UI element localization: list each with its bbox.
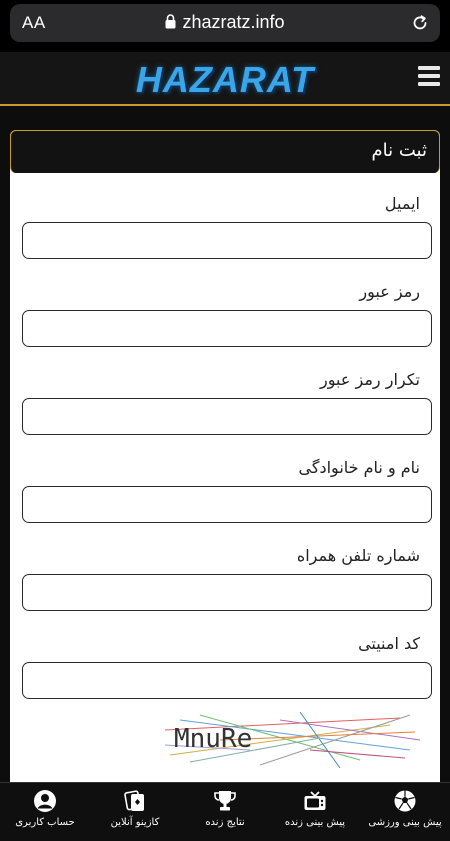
confirm-password-field[interactable] [22, 398, 432, 435]
address-bar[interactable] [10, 4, 440, 42]
site-header [0, 52, 450, 106]
lock-icon [165, 14, 176, 29]
nav-live-results[interactable] [180, 789, 270, 828]
email-label: ایمیل [384, 194, 420, 213]
browser-toolbar [0, 0, 450, 52]
security-code-label: کد امنیتی [358, 634, 420, 653]
bottom-navigation [0, 782, 450, 841]
nav-label-account: حساب کاربری [15, 817, 75, 828]
form-header [10, 130, 440, 173]
fullname-label: نام و نام خانوادگی [298, 458, 420, 477]
password-field[interactable] [22, 310, 432, 347]
user-icon [33, 789, 57, 813]
nav-label-sports: پیش بینی ورزشی [368, 817, 442, 828]
registration-form [10, 130, 440, 790]
nav-label-live: پیش بینی زنده [284, 817, 346, 828]
soccer-ball-icon [393, 789, 417, 813]
trophy-icon [213, 789, 237, 813]
nav-online-casino[interactable] [90, 789, 180, 828]
phone-field[interactable] [22, 574, 432, 611]
url-text: zhazratz.info [182, 12, 285, 32]
security-code-field[interactable] [22, 662, 432, 699]
captcha-image[interactable] [160, 710, 425, 770]
cards-icon [123, 789, 147, 813]
email-field[interactable] [22, 222, 432, 259]
phone-label: شماره تلفن همراه [296, 546, 420, 565]
nav-live-betting[interactable] [270, 789, 360, 828]
nav-label-results: نتایج زنده [205, 817, 245, 828]
nav-sports-betting[interactable] [360, 789, 450, 828]
confirm-password-label: تکرار رمز عبور [320, 370, 420, 389]
fullname-field[interactable] [22, 486, 432, 523]
hamburger-menu-icon[interactable] [418, 66, 440, 90]
site-logo[interactable]: HAZARAT [135, 59, 315, 100]
text-size-button[interactable]: AA [22, 13, 46, 32]
nav-label-casino: کازینو آنلاین [110, 817, 160, 828]
captcha-text: MnuRe [174, 724, 253, 754]
form-title: ثبت نام [371, 140, 427, 161]
tv-icon [303, 789, 327, 813]
nav-user-account[interactable] [0, 789, 90, 828]
password-label: رمز عبور [359, 282, 420, 301]
reload-icon[interactable] [410, 13, 430, 33]
